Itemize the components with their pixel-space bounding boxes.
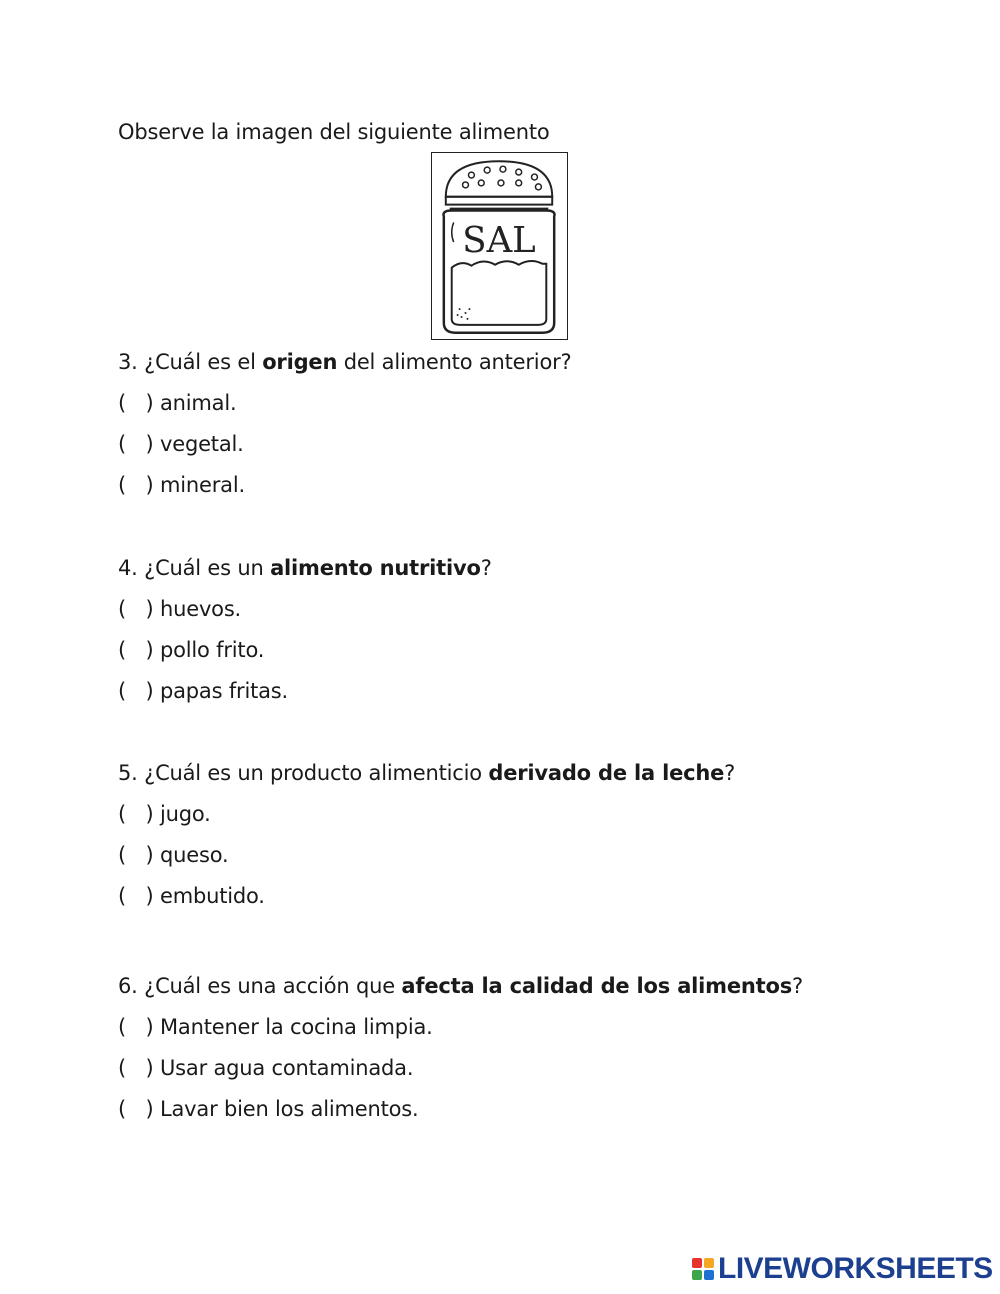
option-checkbox[interactable]: ( ) bbox=[118, 1056, 154, 1080]
question-3 bbox=[118, 348, 571, 376]
option-label: vegetal. bbox=[160, 432, 244, 456]
option-item[interactable] bbox=[118, 471, 245, 499]
option-item[interactable] bbox=[118, 677, 288, 705]
option-checkbox[interactable]: ( ) bbox=[118, 638, 154, 662]
option-label: embutido. bbox=[160, 884, 265, 908]
question-number: 6. bbox=[118, 974, 138, 998]
option-checkbox[interactable]: ( ) bbox=[118, 597, 154, 621]
question-prefix: ¿Cuál es un producto alimenticio bbox=[144, 761, 482, 785]
option-checkbox[interactable]: ( ) bbox=[118, 432, 154, 456]
option-item[interactable] bbox=[118, 1095, 418, 1123]
question-keyword: origen bbox=[262, 350, 338, 374]
option-item[interactable] bbox=[118, 595, 241, 623]
option-item[interactable] bbox=[118, 1054, 413, 1082]
salt-shaker-image bbox=[431, 152, 568, 340]
option-label: Usar agua contaminada. bbox=[160, 1056, 414, 1080]
option-item[interactable] bbox=[118, 841, 228, 869]
logo-square-blue bbox=[704, 1270, 714, 1280]
option-label: mineral. bbox=[160, 473, 245, 497]
question-keyword: alimento nutritivo bbox=[270, 556, 481, 580]
question-prefix: ¿Cuál es un bbox=[144, 556, 264, 580]
option-label: Lavar bien los alimentos. bbox=[160, 1097, 419, 1121]
logo-square-green bbox=[692, 1270, 702, 1280]
option-label: huevos. bbox=[160, 597, 242, 621]
question-keyword: derivado de la leche bbox=[488, 761, 725, 785]
question-suffix: ? bbox=[724, 761, 736, 785]
option-checkbox[interactable]: ( ) bbox=[118, 473, 154, 497]
question-number: 4. bbox=[118, 556, 138, 580]
question-suffix: del alimento anterior? bbox=[343, 350, 572, 374]
question-4 bbox=[118, 554, 492, 582]
salt-label-text: SAL bbox=[462, 219, 536, 261]
option-item[interactable] bbox=[118, 430, 244, 458]
question-6 bbox=[118, 972, 803, 1000]
option-item[interactable] bbox=[118, 636, 264, 664]
brand-name: LIVEWORKSHEETS bbox=[718, 1252, 993, 1285]
option-checkbox[interactable]: ( ) bbox=[118, 679, 154, 703]
option-item[interactable] bbox=[118, 1013, 433, 1041]
option-item[interactable] bbox=[118, 882, 265, 910]
liveworksheets-logo-icon bbox=[692, 1258, 714, 1280]
question-keyword: afecta la calidad de los alimentos bbox=[401, 974, 792, 998]
option-label: jugo. bbox=[160, 802, 211, 826]
option-label: queso. bbox=[160, 843, 229, 867]
option-checkbox[interactable]: ( ) bbox=[118, 1097, 154, 1121]
option-checkbox[interactable]: ( ) bbox=[118, 884, 154, 908]
option-checkbox[interactable]: ( ) bbox=[118, 1015, 154, 1039]
question-suffix: ? bbox=[480, 556, 492, 580]
question-number: 5. bbox=[118, 761, 138, 785]
liveworksheets-brand[interactable] bbox=[692, 1254, 993, 1284]
option-item[interactable] bbox=[118, 800, 211, 828]
option-label: animal. bbox=[160, 391, 237, 415]
option-label: papas fritas. bbox=[160, 679, 288, 703]
option-label: pollo frito. bbox=[160, 638, 265, 662]
question-prefix: ¿Cuál es el bbox=[144, 350, 256, 374]
salt-shaker-drawing bbox=[432, 153, 567, 339]
question-suffix: ? bbox=[792, 974, 803, 998]
question-5 bbox=[118, 759, 735, 787]
option-checkbox[interactable]: ( ) bbox=[118, 843, 154, 867]
intro-text: Observe la imagen del siguiente alimento bbox=[118, 120, 550, 144]
option-checkbox[interactable]: ( ) bbox=[118, 391, 154, 415]
option-checkbox[interactable]: ( ) bbox=[118, 802, 154, 826]
option-item[interactable] bbox=[118, 389, 236, 417]
question-prefix: ¿Cuál es una acción que bbox=[144, 974, 395, 998]
logo-square-red bbox=[692, 1258, 702, 1268]
option-label: Mantener la cocina limpia. bbox=[160, 1015, 433, 1039]
question-number: 3. bbox=[118, 350, 138, 374]
logo-square-orange bbox=[704, 1258, 714, 1268]
